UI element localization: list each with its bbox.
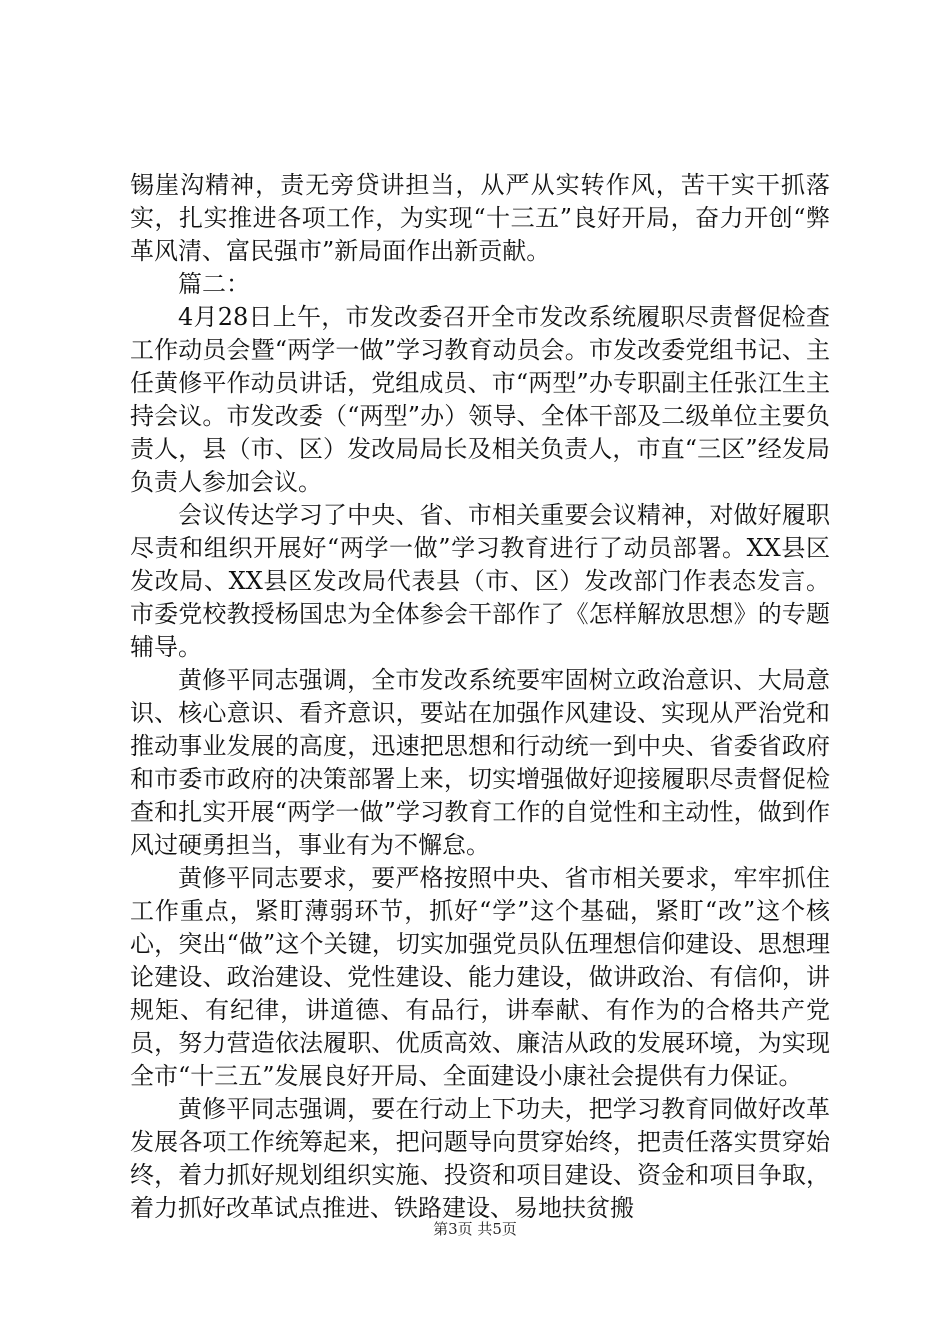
document-body <box>130 169 830 1225</box>
paragraph: 黄修平同志要求，要严格按照中央、省市相关要求，牢牢抓住工作重点，紧盯薄弱环节，抓好“学”这个基础，紧盯“改”这个核心，突出“做”这个关键，切实加强党员队伍理想信仰建设、思想理论建设、政治建设、党性建设、能力建设，做讲政治、有信仰，讲规矩、有纪律，讲道德、有品行，讲奉献、有作为的合格共产党员，努力营造依法履职、优质高效、廉洁从政的发展环境，为实现全市“十三五”发展良好开局、全面建设小康社会提供有力保证。 <box>130 864 830 1090</box>
paragraph: 黄修平同志强调，要在行动上下功夫，把学习教育同做好改革发展各项工作统筹起来，把问题导向贯穿始终，把责任落实贯穿始终，着力抓好规划组织实施、投资和项目建设、资金和项目争取，着力抓好改革试点推进、铁路建设、易地扶贫搬 <box>130 1095 830 1222</box>
paragraph: 黄修平同志强调，全市发改系统要牢固树立政治意识、大局意识、核心意识、看齐意识，要站在加强作风建设、实现从严治党和推动事业发展的高度，迅速把思想和行动统一到中央、省委省政府和市委市政府的决策部署上来，切实增强做好迎接履职尽责督促检查和扎实开展“两学一做”学习教育工作的自觉性和主动性，做到作风过硬勇担当，事业有为不懈怠。 <box>130 666 830 859</box>
section-heading: 篇二： <box>178 270 250 298</box>
paragraph: 会议传达学习了中央、省、市相关重要会议精神，对做好履职尽责和组织开展好“两学一做”学习教育进行了动员部署。XX县区发改局、XX县区发改局代表县（市、区）发改部门作表态发言。市委党校教授杨国忠为全体参会干部作了《怎样解放思想》的专题辅导。 <box>130 501 830 661</box>
page-number: 第3页 共5页 <box>433 1220 517 1238</box>
paragraph-continuation: 锡崖沟精神，责无旁贷讲担当，从严从实转作风，苦干实干抓落实，扎实推进各项工作，为实现“十三五”良好开局，奋力开创“弊革风清、富民强市”新局面作出新贡献。 <box>130 171 830 265</box>
paragraph: 4月28日上午，市发改委召开全市发改系统履职尽责督促检查工作动员会暨“两学一做”学习教育动员会。市发改委党组书记、主任黄修平作动员讲话，党组成员、市“两型”办专职副主任张江生主持会议。市发改委（“两型”办）领导、全体干部及二级单位主要负责人，县（市、区）发改局局长及相关负责人，市直“三区”经发局负责人参加会议。 <box>130 303 830 496</box>
